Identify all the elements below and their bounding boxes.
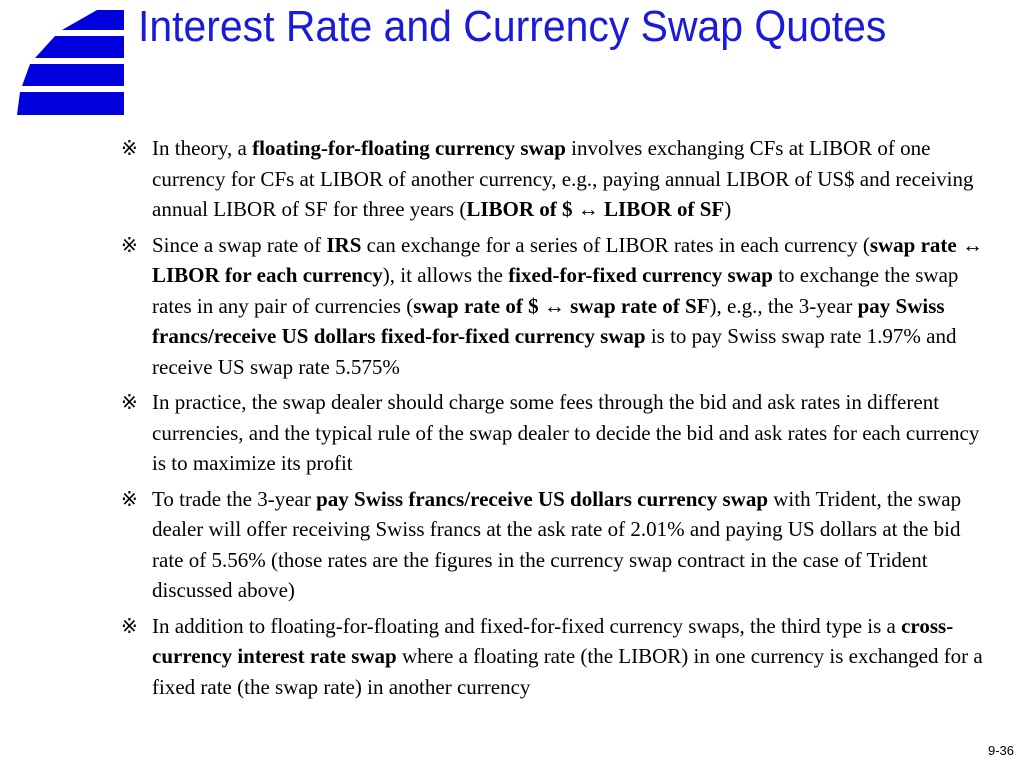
reference-mark-icon: ※	[121, 232, 138, 257]
bold-term: swap rate ↔ LIBOR for each currency	[152, 232, 983, 287]
reference-mark-icon: ※	[121, 613, 138, 638]
bullet-text: involves exchanging CFs at LIBOR of one currency for CFs at LIBOR of another currency, e.g., paying annual LIBOR of US$ and receiving annual LIBOR of SF for three years (	[152, 136, 974, 221]
bold-term: IRS	[326, 232, 362, 257]
bold-term: LIBOR of $ ↔ LIBOR of SF	[466, 197, 725, 221]
reference-mark-icon: ※	[121, 390, 138, 414]
bullet-text: In theory, a	[152, 136, 253, 160]
slide-number: 9-36	[987, 743, 1014, 758]
bullet-text: )	[724, 197, 732, 221]
bullet-item	[121, 230, 991, 383]
bullet-text: In practice, the swap dealer should charge some fees through the bid and ask rates in different currencies, and the typical rule of the swap dealer to decide the bid and ask rates for each currency is to maximize its profit	[152, 390, 980, 475]
slide-title: Interest Rate and Currency Swap Quotes	[138, 2, 887, 51]
bullet-text: ), e.g., the 3-year	[709, 293, 858, 318]
bullet-text: In addition to floating-for-floating and fixed-for-fixed currency swaps, the third type is a	[152, 613, 902, 638]
reference-mark-icon: ※	[121, 136, 138, 160]
bold-term: floating-for-floating currency swap	[252, 136, 566, 160]
bullet-text: ), it allows the	[382, 263, 509, 287]
bullet-item	[121, 484, 991, 606]
bold-term: pay Swiss francs/receive US dollars currency swap	[316, 486, 768, 511]
bullet-text: where a floating rate (the LIBOR) in one currency is exchanged for a fixed rate (the swap rate) in another currency	[152, 644, 983, 699]
bullet-item	[121, 133, 991, 225]
bold-term: cross-currency interest rate swap	[152, 613, 954, 668]
reference-mark-icon: ※	[121, 486, 138, 511]
bullet-text: with Trident, the swap dealer will offer receiving Swiss francs at the ask rate of 2.01% and paying US dollars at the bid rate of 5.56% (those rates are the figures in the currency swap contract in the case of Trident discussed above)	[152, 486, 962, 602]
bullet-item	[121, 387, 991, 479]
bullet-text: can exchange for a series of LIBOR rates in each currency (	[361, 232, 870, 257]
bold-term: swap rate of $ ↔ swap rate of SF	[413, 293, 710, 318]
bullet-list	[121, 133, 991, 702]
bullet-text: To trade the 3-year	[152, 486, 317, 511]
bullet-text: to exchange the swap rates in any pair of currencies (	[152, 263, 959, 318]
stacked-bars-logo-icon	[0, 0, 130, 120]
bold-term: pay Swiss francs/receive US dollars fixed-for-fixed currency swap	[152, 293, 945, 348]
bold-term: fixed-for-fixed currency swap	[508, 263, 773, 287]
bullet-item	[121, 611, 991, 703]
bullet-text: is to pay Swiss swap rate 1.97% and receive US swap rate 5.575%	[152, 324, 957, 379]
bullet-text: Since a swap rate of	[152, 232, 327, 257]
